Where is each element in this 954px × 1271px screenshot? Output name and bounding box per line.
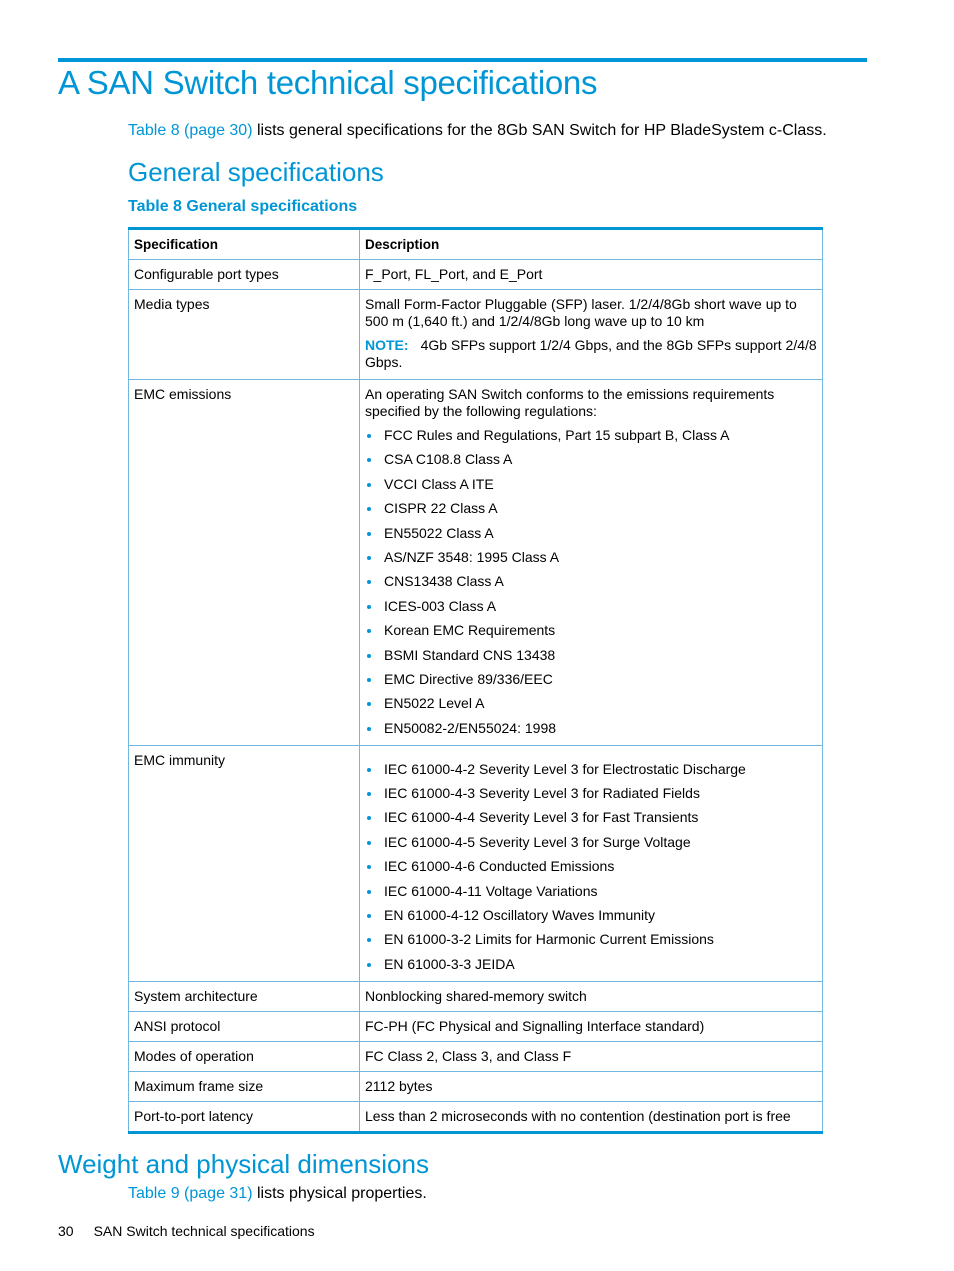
- list-item-text: EN 61000-3-3 JEIDA: [384, 955, 515, 972]
- bullet-icon: [367, 938, 371, 942]
- bullet-icon: [367, 605, 371, 609]
- list-item: [365, 500, 817, 517]
- list-item-text: FCC Rules and Regulations, Part 15 subpart B, Class A: [384, 427, 730, 443]
- desc-cell: 2112 bytes: [360, 1071, 823, 1101]
- list-item: [365, 956, 817, 973]
- table-8-link[interactable]: Table 8 (page 30): [128, 122, 253, 139]
- page-number: 30: [58, 1223, 74, 1239]
- list-item-text: EN 61000-4-12 Oscillatory Waves Immunity: [384, 907, 656, 924]
- table-row: [129, 1041, 823, 1071]
- note-label: NOTE:: [365, 337, 409, 353]
- spec-cell: Port-to-port latency: [129, 1101, 360, 1132]
- bullet-icon: [367, 865, 371, 869]
- list-item-text: IEC 61000-4-2 Severity Level 3 for Electrostatic Discharge: [384, 760, 746, 777]
- list-item-text: EN55022 Class A: [384, 524, 494, 541]
- list-item: [365, 647, 817, 664]
- intro-text: lists general specifications for the 8Gb SAN Switch for HP BladeSystem c-Class.: [252, 122, 827, 139]
- list-item-text: ICES-003 Class A: [384, 597, 497, 614]
- bullet-icon: [367, 483, 371, 487]
- weight-intro-paragraph: [128, 1185, 427, 1203]
- list-item: [365, 525, 817, 542]
- list-item-text: EN5022 Level A: [384, 695, 485, 712]
- desc-text: An operating SAN Switch conforms to the emissions requirements specified by the following regulations:: [365, 386, 775, 419]
- list-item: [365, 476, 817, 493]
- list-item-text: IEC 61000-4-6 Conducted Emissions: [384, 858, 615, 875]
- weight-intro-text: lists physical properties.: [252, 1185, 427, 1202]
- list-item: [365, 549, 817, 566]
- bullet-icon: [367, 768, 371, 772]
- bullet-icon: [367, 654, 371, 658]
- table-row: [129, 1101, 823, 1132]
- spec-cell: System architecture: [129, 981, 360, 1011]
- list-item: [365, 573, 817, 590]
- spec-cell: ANSI protocol: [129, 1011, 360, 1041]
- desc-cell: [360, 380, 823, 746]
- desc-cell: [360, 745, 823, 981]
- list-item-text: CISPR 22 Class A: [384, 500, 498, 517]
- bullet-icon: [367, 727, 371, 731]
- bullet-icon: [367, 580, 371, 584]
- table-row: [129, 290, 823, 380]
- table-row: [129, 260, 823, 290]
- spec-cell: Modes of operation: [129, 1041, 360, 1071]
- list-item: [365, 858, 817, 875]
- list-item: [365, 427, 817, 444]
- note: [365, 337, 817, 371]
- bullet-icon: [367, 890, 371, 894]
- table-header-row: [129, 229, 823, 260]
- list-item-text: VCCI Class A ITE: [384, 475, 494, 492]
- desc-cell: [360, 290, 823, 380]
- bullet-icon: [367, 678, 371, 682]
- list-item-text: IEC 61000-4-3 Severity Level 3 for Radiated Fields: [384, 785, 700, 802]
- immunity-list: [365, 761, 817, 973]
- list-item-text: IEC 61000-4-4 Severity Level 3 for Fast Transients: [384, 809, 699, 826]
- section-heading-general: General specifications: [128, 157, 384, 187]
- list-item-text: CNS13438 Class A: [384, 573, 504, 590]
- spec-cell: EMC immunity: [129, 745, 360, 981]
- list-item-text: EMC Directive 89/336/EEC: [384, 670, 553, 687]
- section-heading-weight: Weight and physical dimensions: [58, 1149, 429, 1179]
- list-item: [365, 695, 817, 712]
- spec-cell: Media types: [129, 290, 360, 380]
- column-header-specification: Specification: [129, 229, 360, 260]
- list-item-text: IEC 61000-4-11 Voltage Variations: [384, 882, 598, 899]
- running-title: SAN Switch technical specifications: [93, 1223, 315, 1239]
- page-footer: [58, 1223, 315, 1239]
- emissions-list: [365, 427, 817, 737]
- desc-cell: F_Port, FL_Port, and E_Port: [360, 260, 823, 290]
- desc-cell: Less than 2 microseconds with no contention (destination port is free: [360, 1101, 823, 1132]
- bullet-icon: [367, 702, 371, 706]
- list-item: [365, 720, 817, 737]
- list-item-text: EN50082-2/EN55024: 1998: [384, 719, 557, 736]
- bullet-icon: [367, 629, 371, 633]
- list-item: [365, 931, 817, 948]
- list-item: [365, 451, 817, 468]
- desc-cell: FC Class 2, Class 3, and Class F: [360, 1041, 823, 1071]
- table-row: [129, 1071, 823, 1101]
- bullet-icon: [367, 507, 371, 511]
- intro-paragraph: [128, 122, 827, 140]
- bullet-icon: [367, 434, 371, 438]
- spec-table: [128, 227, 823, 1134]
- bullet-icon: [367, 841, 371, 845]
- note-text: 4Gb SFPs support 1/2/4 Gbps, and the 8Gb SFPs support 2/4/8 Gbps.: [365, 337, 817, 370]
- list-item-text: AS/NZF 3548: 1995 Class A: [384, 548, 560, 565]
- desc-cell: FC-PH (FC Physical and Signalling Interface standard): [360, 1011, 823, 1041]
- bullet-icon: [367, 532, 371, 536]
- list-item-text: BSMI Standard CNS 13438: [384, 646, 556, 663]
- bullet-icon: [367, 963, 371, 967]
- page-title: A SAN Switch technical specifications: [58, 64, 598, 101]
- spec-cell: EMC emissions: [129, 380, 360, 746]
- list-item: [365, 622, 817, 639]
- table-row: [129, 745, 823, 981]
- table-caption: Table 8 General specifications: [128, 198, 358, 215]
- list-item-text: CSA C108.8 Class A: [384, 451, 513, 468]
- list-item: [365, 785, 817, 802]
- desc-cell: Nonblocking shared-memory switch: [360, 981, 823, 1011]
- spec-cell: Configurable port types: [129, 260, 360, 290]
- list-item: [365, 834, 817, 851]
- desc-text: Small Form-Factor Pluggable (SFP) laser. 1/2/4/8Gb short wave up to 500 m (1,640 ft.) and 1/2/4/8Gb long wave up to 10 km: [365, 296, 797, 329]
- table-row: [129, 380, 823, 746]
- table-row: [129, 1011, 823, 1041]
- title-rule: [58, 58, 867, 62]
- list-item: [365, 761, 817, 778]
- bullet-icon: [367, 792, 371, 796]
- bullet-icon: [367, 556, 371, 560]
- list-item: [365, 907, 817, 924]
- bullet-icon: [367, 458, 371, 462]
- bullet-icon: [367, 914, 371, 918]
- list-item-text: Korean EMC Requirements: [384, 622, 556, 639]
- list-item: [365, 883, 817, 900]
- list-item-text: IEC 61000-4-5 Severity Level 3 for Surge Voltage: [384, 833, 691, 850]
- table-row: [129, 981, 823, 1011]
- list-item: [365, 598, 817, 615]
- column-header-description: Description: [360, 229, 823, 260]
- table-9-link[interactable]: Table 9 (page 31): [128, 1185, 253, 1202]
- bullet-icon: [367, 816, 371, 820]
- list-item: [365, 809, 817, 826]
- spec-cell: Maximum frame size: [129, 1071, 360, 1101]
- list-item-text: EN 61000-3-2 Limits for Harmonic Current Emissions: [384, 931, 714, 948]
- list-item: [365, 671, 817, 688]
